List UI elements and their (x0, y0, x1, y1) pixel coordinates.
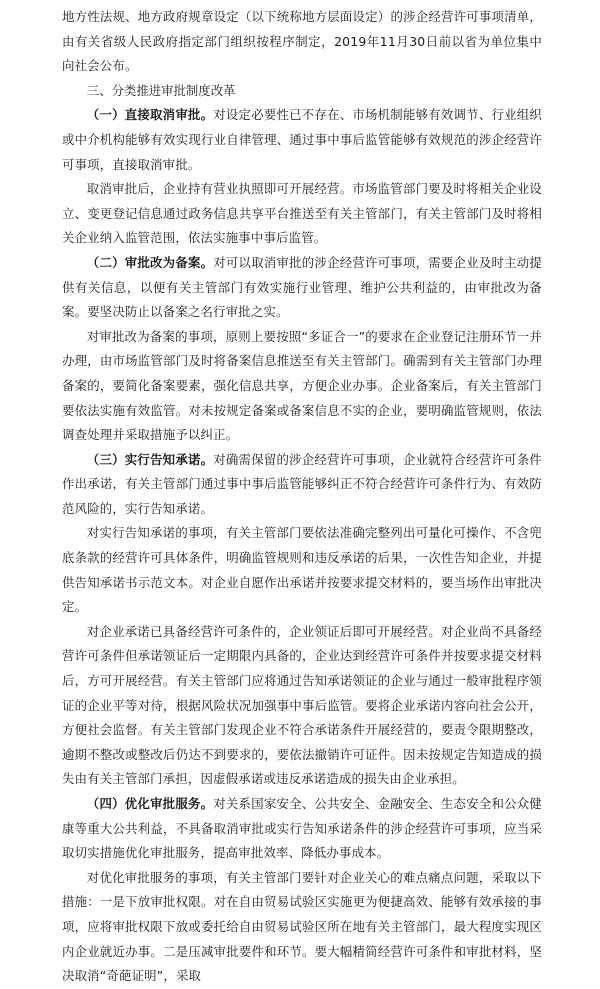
section-heading: 三、分类推进审批制度改革 (86, 82, 236, 98)
subsection-3-paragraph-2: 对实行告知承诺的事项，有关主管部门要依法准确完整列出可量化可操作、不含兜底条款的经营许可具体条件，明确监管规则和违反承诺的后果，一次性告知企业，并提供告知承诺书示范文本。对企业自愿作出承诺并按要求提交材料的，要当场作出审批决定。 (62, 525, 542, 615)
subsection-3-paragraph-1 (62, 448, 542, 522)
subsection-1-lead: （一）直接取消审批。 (86, 107, 214, 123)
subsection-3-text-1: 对确需保留的涉企经营许可事项，企业就符合经营许可条件作出承诺，有关主管部门通过事中事后监管能够纠正不符合经营许可条件行为、有效防范风险的，实行告知承诺。 (62, 451, 543, 516)
subsection-4-text-1: 对关系国家安全、公共安全、金融安全、生态安全和公众健康等重大公共利益，不具备取消审批或实行告知承诺条件的涉企经营许可事项，应当采取切实措施优化审批服务，提高审批效率、降低办事成本。 (62, 796, 543, 861)
subsection-4-paragraph-2: 对优化审批服务的事项，有关主管部门要针对企业关心的难点痛点问题，采取以下措施：一是下放审批权限。对在自由贸易试验区实施更为便捷高效、能够有效承接的事项，应将审批权限下放或委托给自由贸易试验区所在地有关主管部门，最大程度实现区内企业就近办事。二是压减审批要件和环节。要大幅精简经营许可条件和审批材料，坚决取消“奇葩证明”，采取 (62, 869, 542, 984)
subsection-2-paragraph-2: 对审批改为备案的事项，原则上要按照“多证合一”的要求在企业登记注册环节一并办理，由市场监管部门及时将备案信息推送至有关主管部门。确需到有关主管部门办理备案的，要简化备案要素，强化信息共享，方便企业办事。企业备案后，有关主管部门要依法实施有效监管。对未按规定备案或备案信息不实的企业，要明确监管规则，依法调查处理并采取措施予以纠正。 (62, 328, 542, 443)
subsection-3-paragraph-3: 对企业承诺已具备经营许可条件的，企业领证后即可开展经营。对企业尚不具备经营许可条件但承诺领证后一定期限内具备的，企业达到经营许可条件并按要求提交材料后，方可开展经营。有关主管部门应将通过告知承诺领证的企业与通过一般审批程序领证的企业平等对待，根据风险状况加强事中事后监管。要将企业承诺内容向社会公开，方便社会监督。有关主管部门发现企业不符合承诺条件开展经营的，要责令限期整改，逾期不整改或整改后仍达不到要求的，要依法撤销许可证件。因未按规定告知造成的损失由有关主管部门承担，因虚假承诺或违反承诺造成的损失由企业承担。 (62, 623, 542, 787)
subsection-2-lead: （二）审批改为备案。 (86, 254, 214, 270)
subsection-1-paragraph-1 (62, 103, 542, 177)
subsection-3-lead: （三）实行告知承诺。 (86, 451, 214, 467)
subsection-1-text-1: 对设定必要性已不存在、市场机制能够有效调节、行业组织或中介机构能够有效实现行业自律管理、通过事中事后监管能够有效规范的涉企经营许可事项，直接取消审批。 (62, 107, 543, 172)
subsection-2-paragraph-1 (62, 251, 542, 325)
subsection-1-paragraph-2: 取消审批后，企业持有营业执照即可开展经营。市场监管部门要及时将相关企业设立、变更登记信息通过政务信息共享平台推送至有关主管部门，有关主管部门及时将相关企业纳入监管范围，依法实施事中事后监管。 (62, 181, 542, 246)
subsection-4-paragraph-1 (62, 792, 542, 866)
subsection-4-lead: （四）优化审批服务。 (86, 796, 214, 811)
subsection-2-text-1: 对可以取消审批的涉企经营许可事项，需要企业及时主动提供有关信息，以便有关主管部门有效实施行业管理、维护公共利益的，由审批改为备案。要坚决防止以备案之名行审批之实。 (62, 254, 543, 320)
intro-paragraph: 地方性法规、地方政府规章设定（以下统称地方层面设定）的涉企经营许可事项清单，由有关省级人民政府指定部门组织按程序制定，2019年11月30日前以省为单位集中向社会公布。 (62, 9, 542, 74)
